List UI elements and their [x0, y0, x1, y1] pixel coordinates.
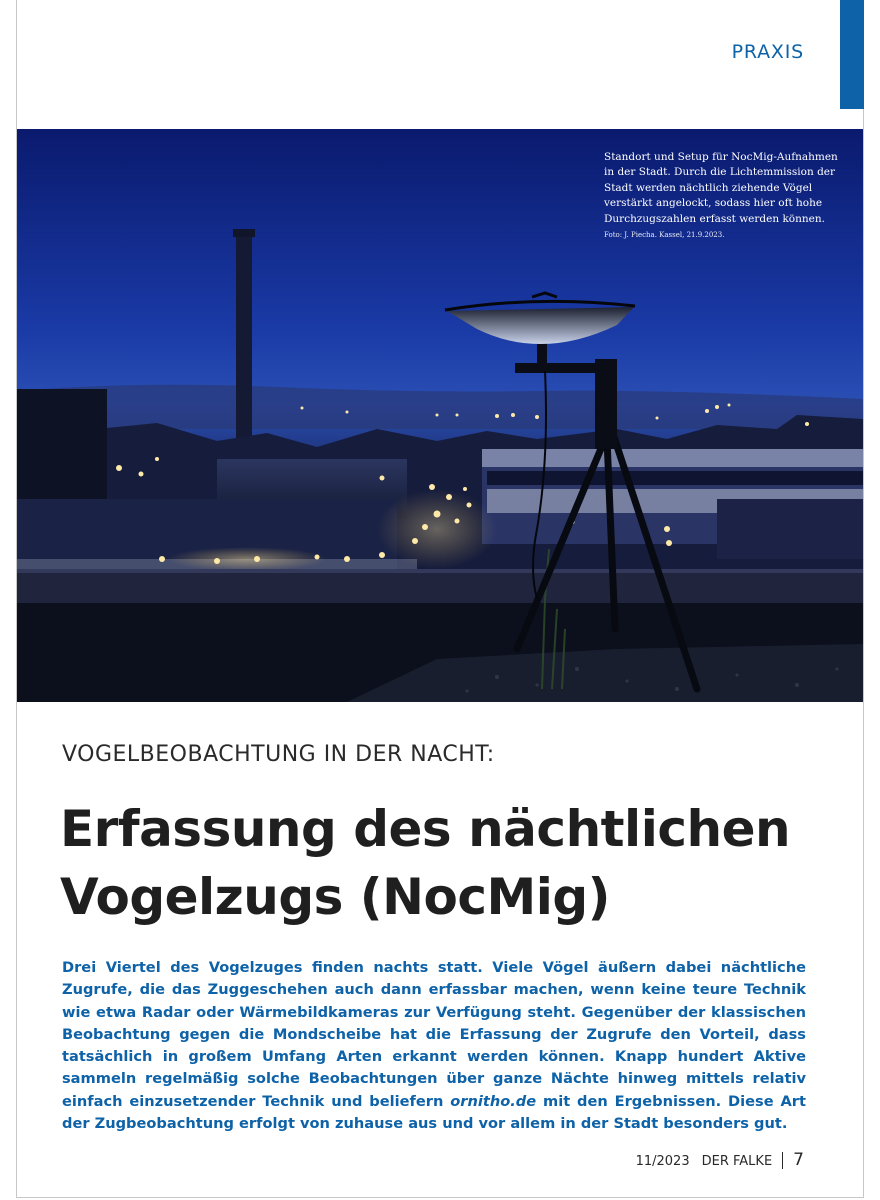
- caption-text: Standort und Setup für NocMig-Aufnahmen in der Stadt. Durch die Lichtemmission der Stadt werden nächtlich ziehende Vögel verstärkt angelockt, sodass hier oft hohe Durchzugszahlen erfasst werden können.: [604, 151, 838, 225]
- issue-number: 11/2023: [635, 1154, 690, 1169]
- lead-text-1: Drei Viertel des Vogelzuges finden nachts statt. Viele Vögel äußern dabei nächtliche Zugrufe, die das Zuggeschehen auch dann erfassbar machen, wenn keine teure Technik wie etwa Radar oder Wärmebildkameras zur Verfügung steht. Gegenüber der klassischen Beobachtung gegen die Mondscheibe hat die Erfassung der Zugrufe den Vorteil, dass tatsächlich in großem Umfang Arten erkannt werden können. Knapp hundert Aktive sammeln regelmäßig solche Beobachtungen über ganze Nächte hinweg mittels relativ einfach einzusetzender Technik und beliefern: [62, 959, 806, 1110]
- photo-caption: [604, 150, 844, 243]
- section-label: PRAXIS: [731, 41, 804, 63]
- magazine-name: DER FALKE: [701, 1154, 773, 1169]
- title-line-1: Erfassung des nächtlichen: [60, 800, 791, 858]
- article-title: [60, 795, 840, 931]
- title-line-2: Vogelzugs (NocMig): [60, 868, 611, 926]
- article-photo: [17, 129, 863, 702]
- page-footer: [636, 1150, 804, 1170]
- lead-text-2: mit den Ergebnissen. Diese Art der Zugbeobachtung erfolgt von zuhause aus und vor allem in der Stadt besonders gut.: [62, 1092, 806, 1133]
- article-kicker: VOGELBEOBACHTUNG IN DER NACHT:: [62, 742, 495, 767]
- caption-credit: Foto: J. Piecha. Kassel, 21.9.2023.: [604, 231, 725, 240]
- lead-link[interactable]: ornitho.de: [450, 1092, 537, 1110]
- footer-divider: [782, 1152, 783, 1169]
- section-color-tab: [840, 0, 864, 109]
- page-number: 7: [793, 1150, 804, 1170]
- article-lead: [62, 957, 806, 1135]
